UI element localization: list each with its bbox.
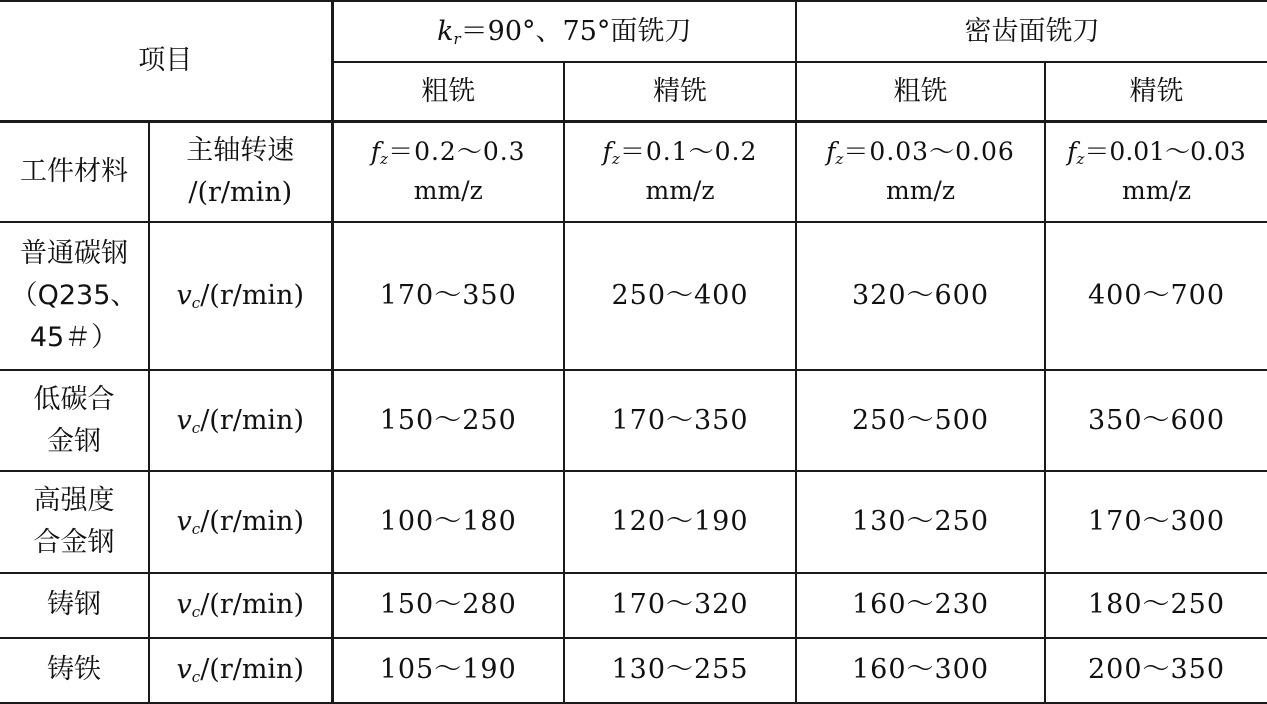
speed-value: 150～250 <box>332 370 564 471</box>
feed-value: ＝0.01～0.03 <box>1084 136 1246 166</box>
rough-milling-header-1: 粗铣 <box>332 62 564 121</box>
table-row <box>0 370 1267 471</box>
material-line: 高强度 <box>33 485 115 517</box>
material-line: （Q235、 <box>10 279 138 311</box>
speed-value: 120～190 <box>564 471 796 572</box>
speed-value: 130～250 <box>796 471 1045 572</box>
speed-value: 170～350 <box>332 222 564 370</box>
vc-label <box>149 370 332 471</box>
feed-subscript: z <box>611 149 620 168</box>
table-row <box>0 471 1267 572</box>
header-row-1 <box>0 1 1267 62</box>
table-row <box>0 573 1267 638</box>
material-cell: 铸钢 <box>0 573 149 638</box>
kr-symbol: k <box>437 15 454 47</box>
feed-cell <box>564 121 796 221</box>
vc-symbol: v <box>176 404 192 436</box>
feed-symbol: f <box>602 136 612 166</box>
vc-symbol: v <box>176 279 192 311</box>
feed-unit: mm/z <box>1122 175 1192 205</box>
speed-value: 180～250 <box>1045 573 1267 638</box>
vc-unit: /(r/min) <box>200 589 304 621</box>
speed-value: 170～300 <box>1045 471 1267 572</box>
item-header: 项目 <box>0 1 332 121</box>
material-line: 普通碳钢 <box>20 238 128 270</box>
vc-unit: /(r/min) <box>200 279 304 311</box>
feed-cell <box>796 121 1045 221</box>
finish-milling-header-2: 精铣 <box>1045 62 1267 121</box>
speed-value: 130～255 <box>564 638 796 703</box>
vc-subscript: c <box>191 520 201 539</box>
vc-subscript: c <box>191 418 201 437</box>
feed-cell <box>332 121 564 221</box>
vc-symbol: v <box>176 506 192 538</box>
vc-symbol: v <box>176 654 192 686</box>
material-cell <box>0 471 149 572</box>
vc-subscript: c <box>191 668 201 687</box>
feed-value: ＝0.03～0.06 <box>843 136 1015 166</box>
feed-subscript: z <box>380 149 389 168</box>
speed-value: 100～180 <box>332 471 564 572</box>
speed-value: 150～280 <box>332 573 564 638</box>
spindle-speed-text: 主轴转速 <box>186 134 295 166</box>
table-row <box>0 638 1267 703</box>
material-label: 工件材料 <box>0 121 149 221</box>
speed-value: 170～320 <box>564 573 796 638</box>
speed-value: 320～600 <box>796 222 1045 370</box>
feed-unit: mm/z <box>645 175 715 205</box>
vc-unit: /(r/min) <box>200 506 304 538</box>
spindle-speed-unit: /(r/min) <box>188 176 293 208</box>
speed-value: 160～300 <box>796 638 1045 703</box>
material-line: 合金钢 <box>33 526 115 558</box>
vc-label <box>149 573 332 638</box>
vc-unit: /(r/min) <box>200 654 304 686</box>
speed-value: 160～230 <box>796 573 1045 638</box>
speed-value: 200～350 <box>1045 638 1267 703</box>
kr-subscript: r <box>453 29 461 48</box>
vc-label <box>149 222 332 370</box>
table-row <box>0 222 1267 370</box>
feed-subscript: z <box>1076 149 1085 168</box>
material-cell <box>0 222 149 370</box>
speed-value: 250～500 <box>796 370 1045 471</box>
material-cell <box>0 370 149 471</box>
speed-value: 170～350 <box>564 370 796 471</box>
vc-label <box>149 471 332 572</box>
feed-subscript: z <box>835 149 844 168</box>
face-mill-label: 面铣刀 <box>610 15 692 47</box>
face-mill-header <box>332 1 796 62</box>
speed-value: 350～600 <box>1045 370 1267 471</box>
vc-label <box>149 638 332 703</box>
feed-unit: mm/z <box>413 175 483 205</box>
rough-milling-header-2: 粗铣 <box>796 62 1045 121</box>
feed-symbol: f <box>370 136 381 166</box>
vc-subscript: c <box>191 603 201 622</box>
material-line: 45＃） <box>29 321 119 353</box>
feed-row <box>0 121 1267 221</box>
material-line: 金钢 <box>47 425 101 457</box>
kr-value: ＝90°、75° <box>460 15 611 47</box>
vc-subscript: c <box>191 293 201 312</box>
feed-symbol: f <box>1067 136 1077 166</box>
feed-unit: mm/z <box>886 175 956 205</box>
speed-value: 105～190 <box>332 638 564 703</box>
feed-symbol: f <box>826 136 836 166</box>
speed-value: 400～700 <box>1045 222 1267 370</box>
vc-unit: /(r/min) <box>200 404 304 436</box>
feed-cell <box>1045 121 1267 221</box>
speed-value: 250～400 <box>564 222 796 370</box>
material-line: 低碳合 <box>33 383 115 415</box>
finish-milling-header-1: 精铣 <box>564 62 796 121</box>
material-cell: 铸铁 <box>0 638 149 703</box>
dense-tooth-face-mill-header: 密齿面铣刀 <box>796 1 1267 62</box>
feed-value: ＝0.2～0.3 <box>388 136 526 166</box>
vc-symbol: v <box>176 589 192 621</box>
spindle-speed-label <box>149 121 332 221</box>
feed-value: ＝0.1～0.2 <box>619 136 758 166</box>
